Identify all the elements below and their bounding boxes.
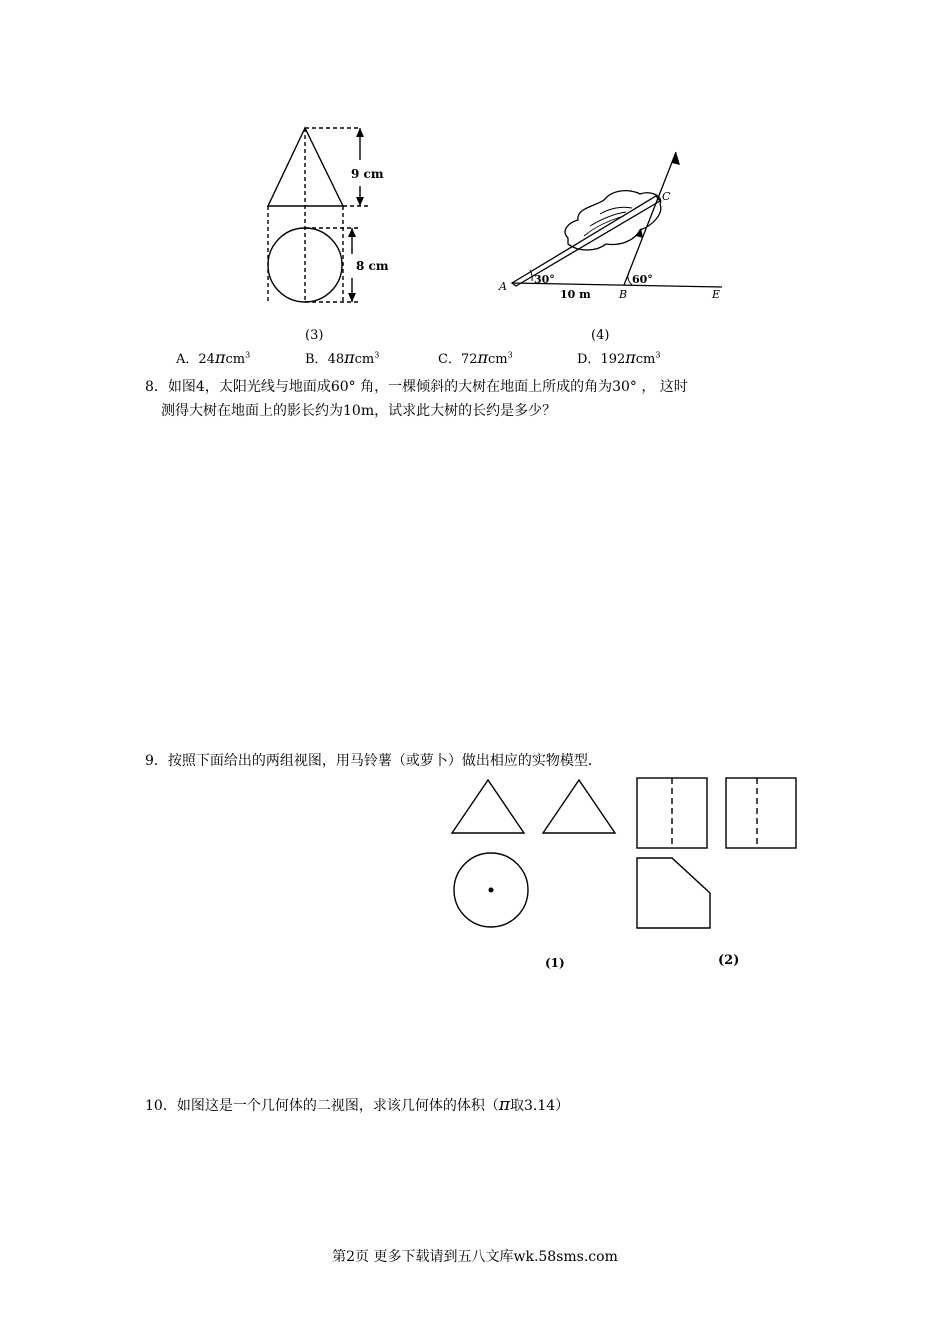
label-8cm: 8 cm [356, 259, 389, 273]
option-exponent: 3 [655, 350, 661, 360]
pi-symbol: π [344, 348, 355, 367]
question-9-text: 9．按照下面给出的两组视图，用马铃薯（或萝卜）做出相应的实物模型． [145, 753, 602, 769]
pi-symbol: π [477, 348, 489, 367]
option-unit: cm [354, 352, 375, 367]
question-8-line-1: 8．如图4，太阳光线与地面成60° 角，一棵倾斜的大树在地面上所成的角为30° ， 这时 [145, 379, 688, 395]
option-exponent: 3 [507, 350, 513, 360]
view-2-side-square [726, 778, 796, 848]
view-1-side-triangle [543, 780, 615, 833]
circle-center-dot [489, 888, 494, 893]
question-10-prefix: 10．如图这是一个几何体的二视图，求该几何体的体积（ [145, 1098, 499, 1114]
view-1-label: (1) [545, 956, 565, 970]
distance-label: 10 m [560, 288, 591, 301]
option-number: 72 [460, 352, 478, 367]
question-10-suffix: 取3.14） [510, 1098, 570, 1114]
page-footer: 第2页 更多下载请到五八文库wk.58sms.com [332, 1249, 618, 1265]
option-letter: C． [438, 352, 461, 367]
option-letter: B． [305, 352, 328, 367]
option-number: 192 [600, 352, 626, 367]
option-number: 48 [327, 352, 345, 367]
option-unit: cm [488, 352, 508, 367]
angle-a-label: 30° [534, 273, 555, 286]
question-10-text [145, 1093, 569, 1118]
point-c-label: C [662, 190, 671, 203]
option-exponent: 3 [245, 350, 251, 360]
pi-symbol: π [214, 348, 226, 367]
pi-symbol: π [625, 348, 636, 367]
option-letter: D． [577, 352, 601, 367]
point-a-label: A [499, 280, 507, 293]
view-2-label: (2) [718, 953, 740, 968]
figure-4-caption: (4) [591, 328, 610, 343]
angle-b-label: 60° [632, 273, 653, 286]
option-letter: A． [176, 352, 199, 367]
point-b-label: B [619, 288, 628, 301]
pi-symbol: π [498, 1095, 511, 1115]
option-unit: cm [635, 352, 656, 367]
option-number: 24 [198, 352, 215, 367]
figure-3-caption: (3) [305, 328, 324, 343]
view-2-top-cut-square [637, 858, 710, 928]
label-9cm: 9 cm [351, 167, 384, 181]
option-unit: cm [225, 352, 246, 367]
view-1-front-triangle [452, 780, 524, 833]
question-8-line-2: 测得大树在地面上的影长约为10m，试求此大树的长约是多少？ [161, 403, 557, 419]
point-e-label: E [712, 288, 721, 301]
option-exponent: 3 [374, 350, 380, 360]
